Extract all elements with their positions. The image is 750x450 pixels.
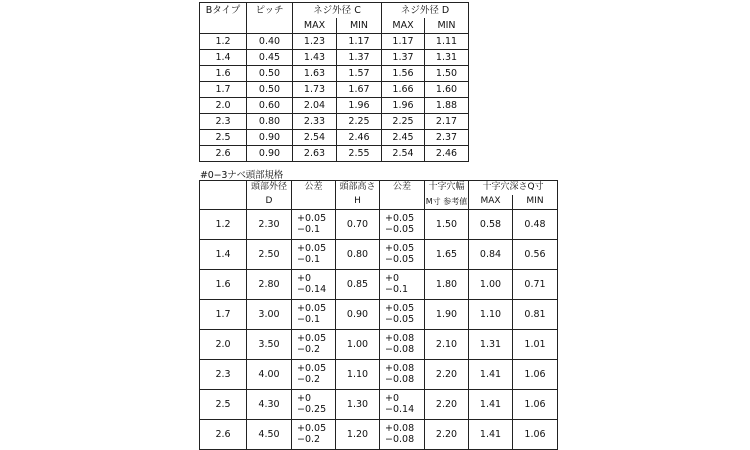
size-cell: 1.7: [200, 300, 247, 330]
cell: 2.37: [425, 130, 469, 146]
cell: 0.45: [247, 50, 293, 66]
cross-depth-min-cell: 1.06: [513, 360, 558, 390]
cell: 1.96: [337, 98, 382, 114]
cell: 2.33: [293, 114, 337, 130]
cell: 1.23: [293, 34, 337, 50]
pitch-header: ピッチ: [247, 3, 293, 19]
size-cell: 1.6: [200, 270, 247, 300]
tol1-cell: [292, 210, 336, 240]
table-row: [200, 420, 558, 450]
head-dia-cell: 4.00: [247, 360, 292, 390]
cell: 1.17: [337, 34, 382, 50]
head-height-cell: 1.10: [336, 360, 380, 390]
head-dia-cell: 4.50: [247, 420, 292, 450]
tol-plus: +0.05: [297, 212, 327, 224]
tol1-cell: [292, 300, 336, 330]
cross-depth-min-header: MIN: [513, 195, 558, 210]
thread-spec-table: [199, 2, 469, 162]
cell: 2.63: [293, 146, 337, 162]
tol1-header: 公差: [292, 181, 336, 196]
cross-width-cell: 2.10: [425, 330, 469, 360]
table-row: [200, 390, 558, 420]
tol1-cell: [292, 390, 336, 420]
cell: 2.46: [337, 130, 382, 146]
tol-minus: −0.2: [297, 343, 321, 355]
tol-plus: +0.05: [297, 302, 327, 314]
cross-depth-min-cell: 0.81: [513, 300, 558, 330]
head-dia-cell: 2.50: [247, 240, 292, 270]
tol2-cell: [380, 420, 425, 450]
cross-depth-header: 十字穴深さQ寸: [469, 181, 558, 196]
tol1-header-cont: [292, 195, 336, 210]
cross-depth-min-cell: 1.06: [513, 390, 558, 420]
thread-d-min-header: MIN: [425, 18, 469, 34]
cross-depth-min-cell: 1.01: [513, 330, 558, 360]
head-height-symbol: H: [336, 195, 380, 210]
tol-minus: −0.05: [385, 223, 415, 235]
tol-minus: −0.14: [297, 283, 327, 295]
table-row: [200, 66, 469, 82]
tol-plus: +0.05: [297, 362, 327, 374]
cross-depth-min-cell: 1.06: [513, 420, 558, 450]
table-row: [200, 98, 469, 114]
head-height-cell: 0.90: [336, 300, 380, 330]
cross-width-cell: 2.20: [425, 390, 469, 420]
cell: 0.80: [247, 114, 293, 130]
cross-depth-max-cell: 1.31: [469, 330, 513, 360]
tol-minus: −0.2: [297, 373, 321, 385]
cell: 2.04: [293, 98, 337, 114]
table-row: [200, 34, 469, 50]
cross-depth-max-cell: 1.41: [469, 390, 513, 420]
head-dia-cell: 3.00: [247, 300, 292, 330]
cross-depth-max-header: MAX: [469, 195, 513, 210]
cell: 2.46: [425, 146, 469, 162]
tol-plus: +0: [297, 272, 312, 284]
cell: 2.45: [382, 130, 425, 146]
head-height-cell: 0.80: [336, 240, 380, 270]
size-header: [200, 181, 247, 196]
cell: 1.7: [200, 82, 247, 98]
head-dia-cell: 2.30: [247, 210, 292, 240]
header-row-sub: [200, 18, 469, 34]
tol-plus: +0.05: [297, 242, 327, 254]
tol-minus: −0.05: [385, 253, 415, 265]
table-row: [200, 270, 558, 300]
cross-depth-max-cell: 0.58: [469, 210, 513, 240]
cross-depth-max-cell: 0.84: [469, 240, 513, 270]
cross-width-cell: 1.50: [425, 210, 469, 240]
cross-width-cell: 1.80: [425, 270, 469, 300]
tol-plus: +0: [297, 392, 312, 404]
tol-plus: +0.05: [297, 422, 327, 434]
tol-plus: +0.08: [385, 332, 415, 344]
size-header-cont: [200, 195, 247, 210]
cell: 0.40: [247, 34, 293, 50]
tol-minus: −0.14: [385, 403, 415, 415]
thread-c-header: ネジ外径 C: [293, 3, 382, 19]
thread-c-max-header: MAX: [293, 18, 337, 34]
cell: 1.96: [382, 98, 425, 114]
thread-d-max-header: MAX: [382, 18, 425, 34]
head-height-cell: 1.30: [336, 390, 380, 420]
cell: 1.43: [293, 50, 337, 66]
cell: 2.54: [293, 130, 337, 146]
head-height-cell: 0.85: [336, 270, 380, 300]
pitch-header-cont: [247, 18, 293, 34]
head-height-header: 頭部高さ: [336, 181, 380, 196]
head-height-cell: 1.20: [336, 420, 380, 450]
head-dia-cell: 4.30: [247, 390, 292, 420]
table-row: [200, 114, 469, 130]
cross-depth-min-cell: 0.71: [513, 270, 558, 300]
cell: 1.66: [382, 82, 425, 98]
cell: 1.17: [382, 34, 425, 50]
tol1-cell: [292, 270, 336, 300]
size-cell: 2.0: [200, 330, 247, 360]
cell: 1.11: [425, 34, 469, 50]
cell: 1.50: [425, 66, 469, 82]
tol2-cell: [380, 360, 425, 390]
table-row: [200, 130, 469, 146]
cell: 2.5: [200, 130, 247, 146]
tol-minus: −0.2: [297, 433, 321, 445]
table-row: [200, 50, 469, 66]
cross-depth-max-cell: 1.41: [469, 360, 513, 390]
cell: 2.55: [337, 146, 382, 162]
tol-plus: +0.08: [385, 362, 415, 374]
cross-depth-min-cell: 0.56: [513, 240, 558, 270]
cross-width-cell: 1.65: [425, 240, 469, 270]
b-type-header-cont: [200, 18, 247, 34]
cell: 1.57: [337, 66, 382, 82]
table-row: [200, 300, 558, 330]
tol-minus: −0.25: [297, 403, 327, 415]
tol1-cell: [292, 240, 336, 270]
b-type-header: Bタイプ: [200, 3, 247, 19]
tol2-cell: [380, 240, 425, 270]
cell: 1.31: [425, 50, 469, 66]
header-row-sub: [200, 195, 558, 210]
table-row: [200, 82, 469, 98]
cross-width-cell: 2.20: [425, 420, 469, 450]
head-spec-table: [199, 180, 558, 450]
cross-depth-max-cell: 1.41: [469, 420, 513, 450]
table-row: [200, 360, 558, 390]
cell: 1.37: [382, 50, 425, 66]
tol-minus: −0.1: [297, 253, 321, 265]
cell: 0.50: [247, 66, 293, 82]
thread-d-header: ネジ外径 D: [382, 3, 469, 19]
cell: 2.25: [382, 114, 425, 130]
cell: 0.60: [247, 98, 293, 114]
header-row-top: [200, 3, 469, 19]
cell: 2.54: [382, 146, 425, 162]
size-cell: 2.6: [200, 420, 247, 450]
tol1-cell: [292, 330, 336, 360]
head-height-cell: 1.00: [336, 330, 380, 360]
head-dia-cell: 2.80: [247, 270, 292, 300]
cell: 2.6: [200, 146, 247, 162]
cross-width-cell: 2.20: [425, 360, 469, 390]
cell: 0.90: [247, 130, 293, 146]
tol-plus: +0.05: [385, 212, 415, 224]
tol-plus: +0.05: [385, 242, 415, 254]
thread-c-min-header: MIN: [337, 18, 382, 34]
cross-depth-max-cell: 1.00: [469, 270, 513, 300]
tol2-cell: [380, 390, 425, 420]
cell: 1.37: [337, 50, 382, 66]
tol-plus: +0: [385, 392, 400, 404]
cell: 2.3: [200, 114, 247, 130]
head-dia-symbol: D: [247, 195, 292, 210]
cell: 1.60: [425, 82, 469, 98]
tol2-cell: [380, 330, 425, 360]
cell: 1.67: [337, 82, 382, 98]
tol-minus: −0.08: [385, 433, 415, 445]
tol-minus: −0.1: [297, 223, 321, 235]
head-height-cell: 0.70: [336, 210, 380, 240]
cell: 2.17: [425, 114, 469, 130]
tol-minus: −0.08: [385, 373, 415, 385]
tol1-cell: [292, 420, 336, 450]
tol2-header-cont: [380, 195, 425, 210]
cell: 1.4: [200, 50, 247, 66]
table-row: [200, 210, 558, 240]
cell: 1.2: [200, 34, 247, 50]
table-row: [200, 240, 558, 270]
cell: 1.6: [200, 66, 247, 82]
size-cell: 2.3: [200, 360, 247, 390]
tol2-cell: [380, 300, 425, 330]
table-row: [200, 330, 558, 360]
tol2-cell: [380, 270, 425, 300]
tol-minus: −0.1: [385, 283, 409, 295]
cell: 2.0: [200, 98, 247, 114]
cross-depth-max-cell: 1.10: [469, 300, 513, 330]
cell: 1.56: [382, 66, 425, 82]
cell: 2.25: [337, 114, 382, 130]
cell: 1.73: [293, 82, 337, 98]
cell: 1.88: [425, 98, 469, 114]
head-dia-cell: 3.50: [247, 330, 292, 360]
head-dia-header: 頭部外径: [247, 181, 292, 196]
table-row: [200, 146, 469, 162]
header-row-top: [200, 181, 558, 196]
tol-plus: +0: [385, 272, 400, 284]
tol-minus: −0.05: [385, 313, 415, 325]
cross-depth-min-cell: 0.48: [513, 210, 558, 240]
tol-plus: +0.05: [297, 332, 327, 344]
cell: 0.90: [247, 146, 293, 162]
tol1-cell: [292, 360, 336, 390]
cross-width-cell: 1.90: [425, 300, 469, 330]
tol2-header: 公差: [380, 181, 425, 196]
size-cell: 2.5: [200, 390, 247, 420]
tol2-cell: [380, 210, 425, 240]
head-spec-caption: #0−3ナベ頭部規格: [200, 170, 284, 181]
cell: 0.50: [247, 82, 293, 98]
cross-width-header: 十字穴幅: [425, 181, 469, 196]
tol-plus: +0.08: [385, 422, 415, 434]
tol-minus: −0.08: [385, 343, 415, 355]
size-cell: 1.2: [200, 210, 247, 240]
cross-width-subheader: M寸 参考値: [425, 195, 469, 210]
tol-plus: +0.05: [385, 302, 415, 314]
tol-minus: −0.1: [297, 313, 321, 325]
size-cell: 1.4: [200, 240, 247, 270]
cell: 1.63: [293, 66, 337, 82]
